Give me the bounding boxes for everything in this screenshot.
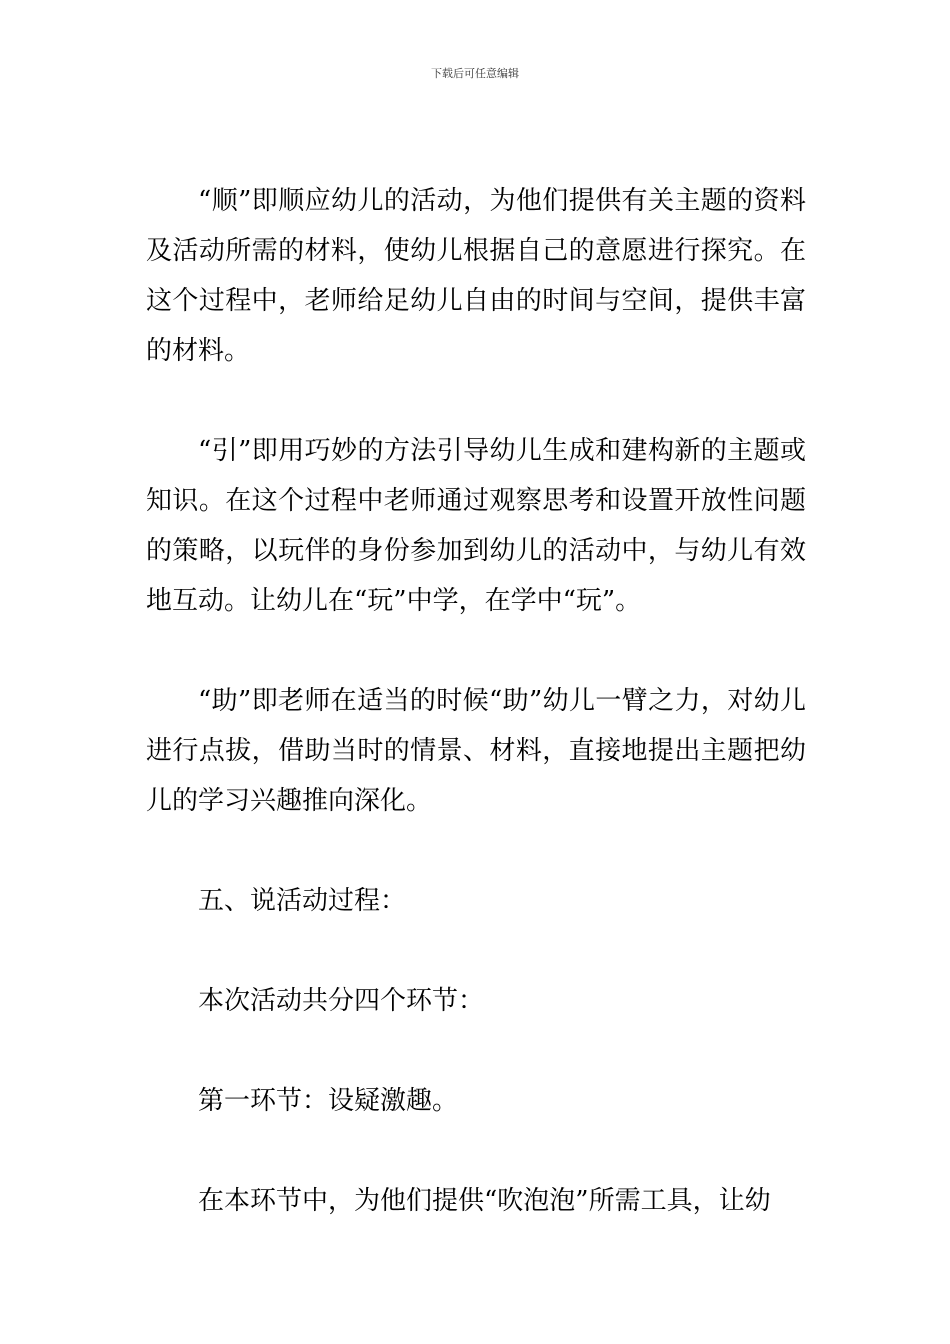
paragraph-zhu: “助”即老师在适当的时候“助”幼儿一臂之力，对幼儿进行点拔，借助当时的情景、材料，直接地提出主题把幼儿的学习兴趣推向深化。 — [146, 686, 806, 816]
paragraph-yin: “引”即用巧妙的方法引导幼儿生成和建构新的主题或知识。在这个过程中老师通过观察思考和设置开放性问题的策略，以玩伴的身份参加到幼儿的活动中，与幼儿有效地互动。让幼儿在“玩”中学，在学中“玩”。 — [146, 436, 806, 616]
paragraph-shun: “顺”即顺应幼儿的活动，为他们提供有关主题的资料及活动所需的材料，使幼儿根据自己的意愿进行探究。在这个过程中，老师给足幼儿自由的时间与空间，提供丰富的材料。 — [146, 186, 806, 366]
paragraph-stage-one-detail: 在本环节中，为他们提供“吹泡泡”所需工具，让幼 — [198, 1186, 771, 1216]
page-header: 下载后可任意编辑 — [431, 67, 519, 80]
paragraph-stage-one: 第一环节：设疑激趣。 — [198, 1086, 459, 1116]
paragraph-four-stages: 本次活动共分四个环节： — [198, 986, 485, 1016]
section-heading-activity-process: 五、说活动过程： — [198, 886, 407, 916]
document-body — [146, 176, 806, 1226]
